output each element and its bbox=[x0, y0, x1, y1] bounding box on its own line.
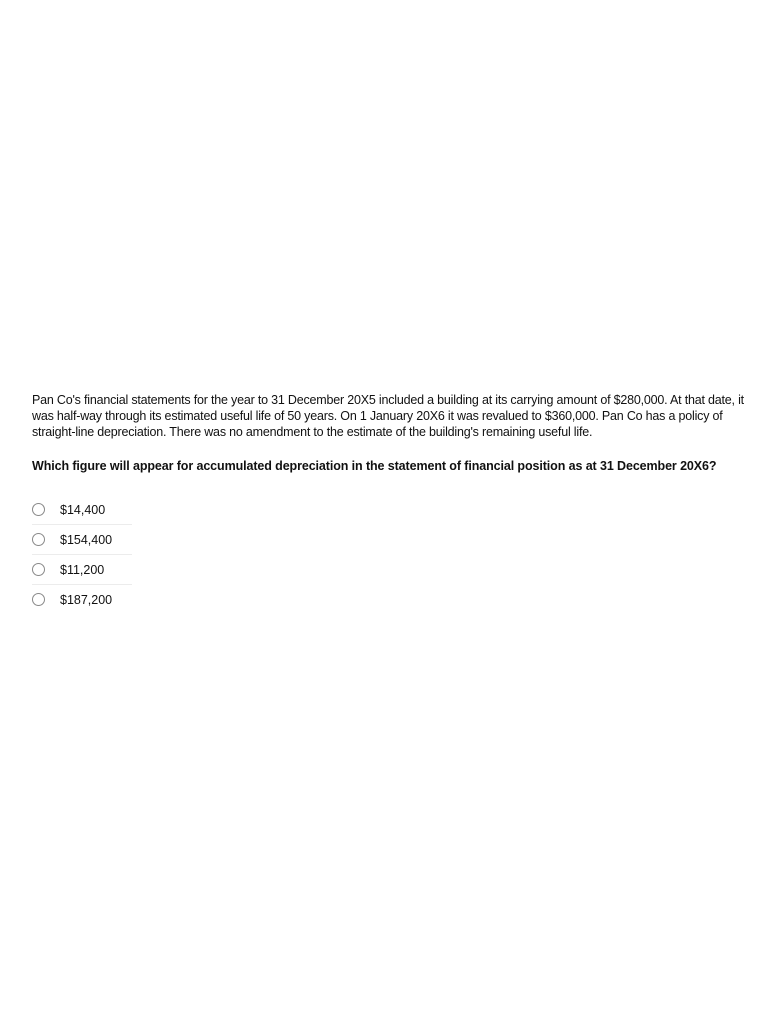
answer-option-4[interactable] bbox=[32, 585, 132, 614]
answer-option-label: $11,200 bbox=[60, 562, 105, 577]
answer-option-label: $154,400 bbox=[60, 532, 113, 547]
question-stem: Pan Co's financial statements for the year to 31 December 20X5 included a building at its carrying amount of $280,000. At that date, it was half-way through its estimated useful life of 50 years. On 1 January 20X6 it was revalued to $360,000. Pan Co has a policy of straight-line depreciation. There was no amendment to the estimate of the building's remaining useful life. bbox=[32, 393, 744, 439]
answer-options bbox=[32, 495, 132, 614]
answer-option-label: $14,400 bbox=[60, 502, 106, 517]
answer-option-2[interactable] bbox=[32, 525, 132, 555]
answer-option-1[interactable] bbox=[32, 495, 132, 525]
question-prompt: Which figure will appear for accumulated depreciation in the statement of financial position as at 31 December 20X6? bbox=[32, 459, 717, 473]
question-block bbox=[32, 392, 747, 614]
radio-button-3[interactable] bbox=[32, 563, 45, 576]
radio-button-1[interactable] bbox=[32, 503, 45, 516]
radio-button-2[interactable] bbox=[32, 533, 45, 546]
answer-option-3[interactable] bbox=[32, 555, 132, 585]
radio-button-4[interactable] bbox=[32, 593, 45, 606]
answer-option-label: $187,200 bbox=[60, 592, 113, 607]
